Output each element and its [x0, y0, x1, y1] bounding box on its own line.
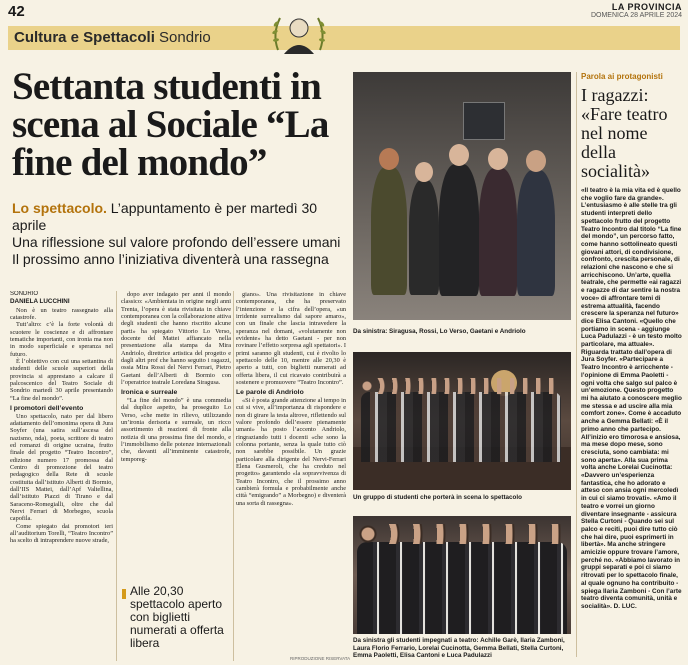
- subheading: Ironica e surreale: [121, 389, 178, 397]
- photo-caption: Da sinistra gli studenti impegnati a teatro: Achille Garè, Ilaria Zamboni, Laura Florio Ferrario, Lorelai Cucinotta, Gemma Bellati, Stella Curtoni, Emma Paoletti, Elisa Cantoni e Luca Padulazzi: [353, 637, 565, 660]
- paragraph: giano». Una rivisitazione in chiave contemporanea, che ha preservato l’intenzione e la cifra dell’opera, «un irridente surrealismo dal sapore amaro», con un finale che lascia intravedere la speranza nel domani, «volutamente non evidente» ha detto Gaetani - per non rovinare l’effetto sorpresa agli spettatori». I primi saranno gli studenti, cui è rivolto lo spettacolo delle 10, mentre alle 20,30 è aperto a tutti, con biglietti numerati ad offerta libera, il cui ricavato contribuirà a sostenere e promuovere “Teatro Incontro”.: [236, 291, 346, 387]
- person: [409, 180, 439, 295]
- masthead: [591, 2, 682, 19]
- subhead-line-3: Il prossimo anno l’iniziativa diventerà una rassegna: [12, 251, 329, 267]
- paragraph: Tutt’altro: c’è la forte volontà di scuotere le coscienze e di affrontare tematiche importanti, con ironia ma non in modo superficiale e speranza nel futuro.: [10, 321, 113, 358]
- paragraph: «Si è posta grande attenzione al tempo in cui si vive, all’importanza di rispondere e non di girare la testa altrove, riflettendo sul valore profondo dell’essere pienamente umani» ha posto l’accento Andriolo, ringraziando tutti i docenti «che sono la colonna portante, senza la quale tutto ciò non sarebbe possibile. Un grazie particolare alla dirigente del Nervi-Ferrari Elena Gusmeroli, che ha creduto nel progetto» garantendo «la sopravvivenza di Teatro Incontro, che il prossimo anno cambierà formula e probabilmente anche città “emigrando” a Morbegno) e diventerà una sorta di rassegna».: [236, 396, 346, 507]
- page-header: [0, 0, 688, 26]
- publication-name: LA PROVINCIA: [611, 2, 682, 12]
- student-faces: [361, 378, 561, 394]
- paragraph: Come spiegato dai promotori ieri all’auditorium Torelli, “Teatro Incontro” ha scelto di intraprendere nuove strade,: [10, 522, 113, 545]
- section-label: [14, 29, 211, 46]
- section-city: Sondrio: [159, 29, 211, 46]
- paragraph: Uno spettacolo, nato per dal libero adattamento dell’omonima opera di Jura Soyfer (una satira sull’ascesa del nazismo, nda), poeta, scrittore di teatro ed romanzi di origine ucraina, frutto finale del progetto “Teatro Incontro”, edizione numero 17 promossa dal Centro di promozione del teatro pedagogico della Rete di scuole costituita dall’istituto Alberti di Bormio, dall’IIS Mattei, dall’Apf Valtellina, dall’istituto Piazzi di Tirano e dal Saraceno-Romegialli, oltre che dal Nervi Ferrari di Morbegno, scuola capofila.: [10, 412, 113, 523]
- section-title: Cultura e Spettacoli: [14, 29, 155, 46]
- person: [517, 170, 555, 296]
- person-head: [488, 148, 508, 170]
- person: [479, 168, 517, 296]
- subheading: Le parole di Andriolo: [236, 389, 304, 397]
- issue-date: DOMENICA 28 APRILE 2024: [590, 12, 682, 19]
- paragraph: Non è un teatro rassegnato alla catastrofe.: [10, 306, 113, 322]
- photo-caption: Da sinistra: Siragusa, Rossi, Lo Verso, Gaetani e Andriolo: [353, 328, 526, 335]
- article-column-3: [236, 291, 346, 661]
- person-head: [526, 150, 546, 172]
- student-row: [357, 542, 567, 634]
- byline: [10, 291, 113, 307]
- article-subhead: [12, 200, 350, 268]
- photo-organizers: [353, 72, 571, 320]
- photo-students-named: [353, 516, 571, 634]
- laurel-portrait-logo: [270, 6, 328, 56]
- subhead-line-1: L’appuntamento è per martedì 30 aprile: [12, 200, 318, 233]
- poster: [463, 102, 505, 140]
- subheading: I promotori dell’evento: [10, 405, 84, 413]
- person: [439, 164, 479, 296]
- photo-caption: Un gruppo di studenti che porterà in scena lo spettacolo: [353, 494, 522, 501]
- photo-student-group: [353, 352, 571, 490]
- person-head: [415, 162, 433, 182]
- person-head: [379, 148, 399, 170]
- student-crowd: [361, 392, 561, 462]
- person-head: [449, 144, 469, 166]
- column-divider: [233, 291, 234, 661]
- column-divider: [116, 291, 117, 661]
- person: [371, 167, 407, 295]
- column-divider: [576, 72, 577, 657]
- paragraph: È l’obiettivo con cui una settantina di studenti delle scuole superiori della provincia si apprestano a calcare il palcoscenico del Teatro Sociale di Sondrio martedì 30 aprile presentando “La fine del mondo”.: [10, 358, 113, 402]
- byline-author: DANIELA LUCCHINI: [10, 298, 70, 306]
- page-number: 42: [8, 3, 25, 20]
- paragraph: “La fine del mondo” è una commedia dal duplice aspetto, ha proseguito Lo Verso, «che mette in rilievo, utilizzando un’ironia derisoria e surreale, un ricco assortimento di reazioni di fronte alla notizia di una prossima fine del mondo, e l’immobilismo delle potenze internazionali che, davanti all’imminente catastrofe, temporeg-: [121, 396, 231, 463]
- copyright-note: RIPRODUZIONE RISERVATA: [290, 656, 351, 661]
- article-column-1: [10, 291, 113, 661]
- article-column-2: [121, 291, 231, 579]
- subhead-kicker: Lo spettacolo.: [12, 200, 107, 216]
- student-faces: [357, 524, 567, 544]
- byline-place: SONDRIO: [10, 291, 39, 297]
- quote-marker: [122, 589, 126, 599]
- sidebar-kicker: Parola ai protagonisti: [581, 72, 663, 81]
- sidebar-title: I ragazzi: «Fare teatro nel nome della socialità»: [581, 85, 668, 181]
- subhead-line-2: Una riflessione sul valore profondo dell’essere umani: [12, 234, 341, 250]
- sidebar-body: «Il teatro è la mia vita ed è quello che voglio fare da grande». L’entusiasmo è alle stelle tra gli studenti interpreti dello spettacolo frutto del progetto Teatro Incontro dal titolo “La fine del mondo”, un percorso fatto, come hanno sottolineato questi giovani attori, di condivisione, confronto, crescita personale, di relazioni che nascono e che si arricchiscono. Un’arte, quella teatrale, che permette «ai ragazzi e ragazze di dar sentire la nostra voce» di affrontare temi di estrema attualità, facendo crescere la speranza nel futuro» dice Elisa Cantoni. «Quello che portiamo in scena - aggiunge Luca Padulazzi - è un testo molto particolare, ma attuale». Riguarda trattato dall’opera di Jura Soyfer. «Partecipare a Teatro Incontro è arricchente - l’opinione di Emma Paoletti - ogni volta che salgo sul palco è un’emozione. Questo progetto mi ha aiutato a conoscere meglio me stessa e ad uscire alla mia comfort zone». Come è accaduto anche a Gemma Bellati: «È il primo anno che partecipo. All’inizio ero timorosa e ansiosa, ma mese dopo mese, sono cresciuta, sono cambiata: mi sono aperta». Alla sua prima volta anche Lorelai Cucinotta: «Davvero un’esperienza fantastica, che ho adorato e atteso con ansia ogni mercoledì in cui ci siamo trovati». «Amo il teatro e vorrei un giorno diventare insegnante - assicura Stella Curtoni - Quando sei sul palco e reciti, puoi dire tutto ciò che hai dire, puoi esprimerti in libertà». Ma anche stringere amicizie oppure trovare l’amore, perché no. «Abbiamo lavorato in gruppi separati e poi ci siamo ritrovati per lo spettacolo finale, al quale ognuno ha contribuito - spiega Ilaria Zamboni - Con l’arte teatro diventa comunità, unità e socialità». D. LUC.: [581, 187, 682, 610]
- article-headline: Settanta studenti in scena al Sociale “La fine del mondo”: [12, 65, 329, 184]
- pull-quote: Alle 20,30 spettacolo aperto con biglietti numerati a offerta libera: [130, 584, 224, 650]
- paragraph: dopo aver indagato per anni il mondo classico: «Ambientata in origine negli anni Trenta, l’opera è stata rivisitata in chiave contemporanea con la collaborazione attiva degli studenti che hanno riscritto alcune parti» ha spiegato Vittorio Lo Verso, docente del Mattei affiancato nella presentazione alla stampa da Mira Andriolo, direttrice artistica del progetto e dagli altri prof che hanno seguito i ragazzi, ossia Mira Rossi del Nervi Ferrari, Pietro Gaetani dell’Alberti di Bormio con l’operatrice teatrale Loredana Siragusa.: [121, 291, 231, 387]
